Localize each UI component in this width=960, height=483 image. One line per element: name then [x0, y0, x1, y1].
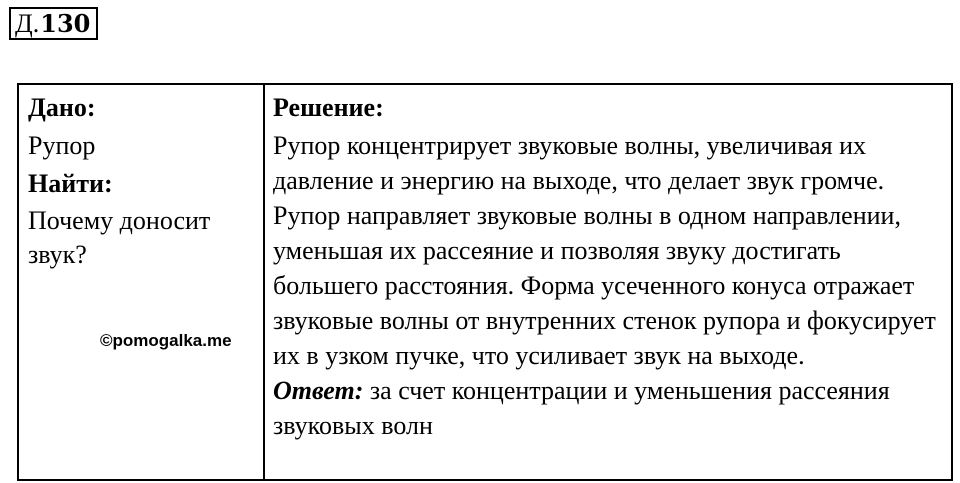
- find-question: Почему доносит звук?: [28, 206, 211, 269]
- solution-heading: Решение:: [273, 93, 384, 122]
- answer-paragraph: [273, 373, 947, 443]
- problem-prefix: Д.: [15, 8, 40, 38]
- find-heading: Найти:: [28, 169, 113, 198]
- given-value: Рупор: [28, 131, 96, 160]
- given-heading: Дано:: [28, 93, 96, 122]
- watermark: ©pomogalka.me: [100, 331, 232, 350]
- answer-text: за счет концентрации и уменьшения рассеяния звуковых волн: [273, 376, 890, 440]
- solution-column: [265, 85, 951, 479]
- solution-text: Рупор концентрирует звуковые волны, увеличивая их давление и энергию на выходе, что делает звук громче. Рупор направляет звуковые волны в одном направлении, уменьшая их рассеяние и позволяя звуку достигать большего расстояния. Форма усеченного конуса отражает звуковые волны от внутренних стенок рупора и фокусирует их в узком пучке, что усиливает звук на выходе.: [273, 131, 936, 370]
- problem-number-badge: [9, 7, 98, 40]
- problem-number: 130: [40, 8, 91, 38]
- answer-label: Ответ:: [273, 376, 364, 405]
- given-column: [19, 85, 265, 479]
- task-table: [17, 83, 953, 481]
